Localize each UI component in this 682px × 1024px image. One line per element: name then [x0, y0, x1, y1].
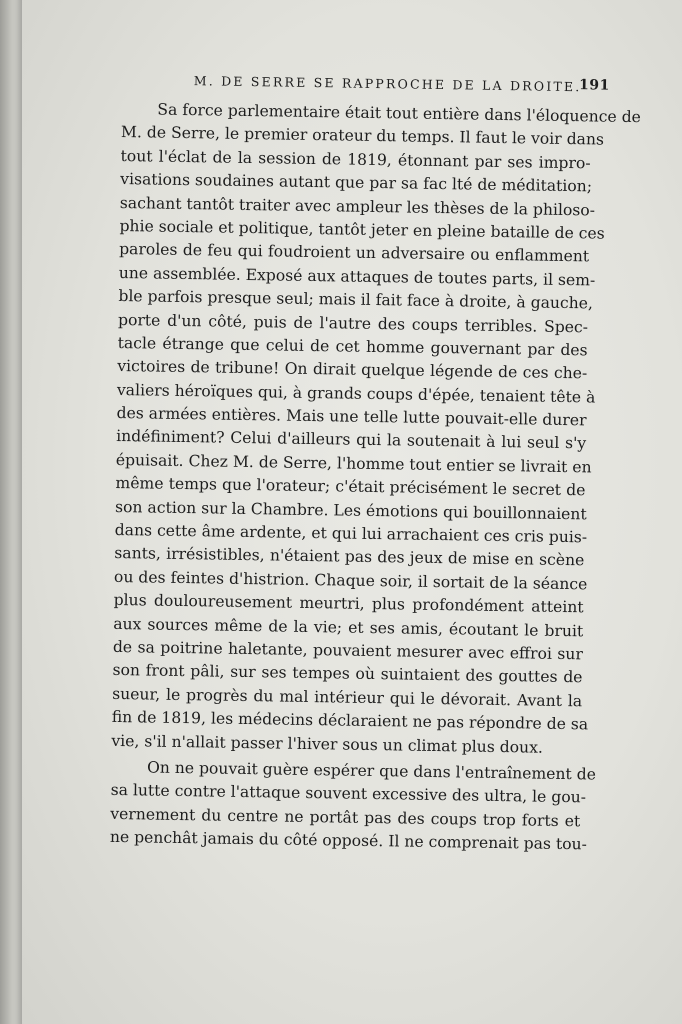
book-page — [22, 0, 682, 1024]
text-line: son action sur la Chambre. Les émotions qui bouillonnaient — [114, 497, 587, 523]
text-line: aux sources même de la vie; et ses amis, écoutant le bruit — [113, 614, 584, 640]
text-line: victoires de tribune! On dirait quelque légende de ces che- — [117, 357, 588, 383]
page-number: 191 — [578, 77, 610, 94]
text-line: ou des feintes d'histrion. Chaque soir, il sortait de la séance — [113, 567, 588, 594]
text-line: de sa poitrine haletante, pouvaient mesurer avec effroi sur — [112, 637, 583, 664]
text-line: même temps que l'orateur; c'était précisément le secret de — [115, 474, 586, 500]
text-line: M. de Serre, le premier orateur du temps. Il faut le voir dans — [120, 123, 605, 149]
text-line: des armées entières. Mais une telle lutte pouvait-elle durer — [116, 404, 587, 430]
text-line: son front pâli, sur ses tempes où suintaient des gouttes de — [112, 661, 583, 687]
text-line: sa lutte contre l'attaque souvent excessive des ultra, le gou- — [110, 781, 587, 807]
text-line: visations soudaines autant que par sa fac lté de méditation; — [120, 170, 593, 196]
text-line: tout l'éclat de la session de 1819, étonnant par ses impro- — [120, 146, 591, 173]
text-line: Sa force parlementaire était tout entière dans l'éloquence de — [157, 100, 642, 127]
text-line: tacle étrange que celui de cet homme gouvernant par des — [117, 333, 588, 360]
text-line: sants, irrésistibles, n'étaient pas des jeux de mise en scène — [114, 544, 585, 570]
text-line: fin de 1819, les médecins déclaraient ne pas répondre de sa — [111, 708, 589, 734]
text-line: phie sociale et politique, tantôt jeter en pleine bataille de ces — [119, 216, 605, 243]
text-line: dans cette âme ardente, et qui lui arrachaient ces cris puis- — [114, 520, 588, 547]
text-line: indéfiniment? Celui d'ailleurs qui la soutenait à lui seul s'y — [116, 427, 587, 453]
paragraph-2 — [109, 756, 597, 857]
text-line: vie, s'il n'allait passer l'hiver sous un climat plus doux. — [111, 731, 544, 757]
text-line: sachant tantôt traiter avec ampleur les thèses de la philoso- — [119, 193, 596, 220]
paragraph-1 — [111, 98, 642, 760]
text-line: vernement du centre ne portât pas des coups trop forts et — [110, 804, 581, 831]
text-line: sueur, le progrès du mal intérieur qui le dévorait. Avant la — [112, 684, 583, 711]
text-line: paroles de feu qui foudroient un adversaire ou enflamment — [119, 240, 590, 266]
text-line: épuisait. Chez M. de Serre, l'homme tout entier se livrait en — [115, 450, 592, 477]
text-line: valiers héroïques qui, à grands coups d'épée, tenaient tête à — [116, 380, 596, 407]
running-title: M. DE SERRE SE RAPPROCHE DE LA DROITE. — [193, 73, 582, 95]
text-line: ne penchât jamais du côté opposé. Il ne comprenait pas tou- — [109, 828, 588, 854]
page-text-block — [109, 68, 642, 857]
text-line: ble parfois presque seul; mais il fait face à droite, à gauche, — [118, 287, 594, 313]
text-line: une assemblée. Exposé aux attaques de toutes parts, il sem- — [118, 263, 596, 290]
text-line: On ne pouvait guère espérer que dans l'entraînement de — [146, 758, 597, 784]
text-line: plus douloureusement meurtri, plus profondément atteint — [113, 591, 584, 617]
text-line: porte d'un côté, puis de l'autre des coups terribles. Spec- — [117, 310, 589, 336]
